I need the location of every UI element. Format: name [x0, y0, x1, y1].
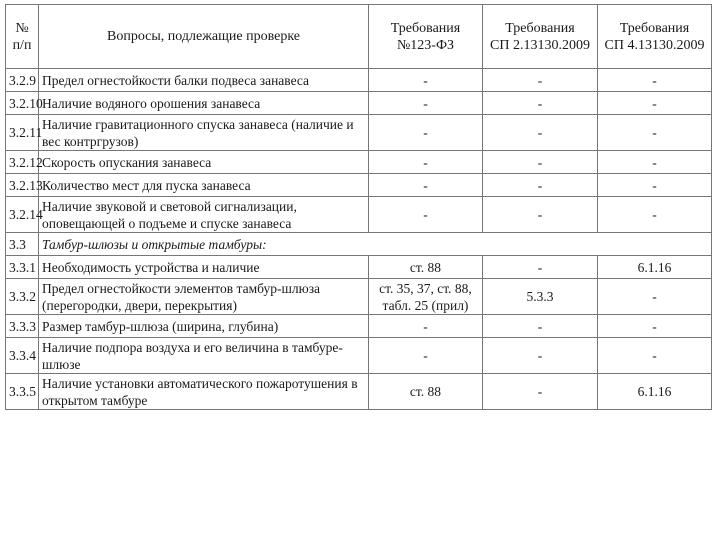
table-row — [6, 174, 712, 197]
row-question: Наличие установки автоматического пожаротушения в открытом тамбуре — [39, 374, 369, 410]
req-sp2-cell: - — [483, 151, 598, 174]
table-row — [6, 279, 712, 315]
req-sp2-cell: 5.3.3 — [483, 279, 598, 315]
requirements-table — [5, 4, 712, 410]
req-sp2-cell: - — [483, 174, 598, 197]
req-sp2-cell: - — [483, 115, 598, 151]
req-sp2-cell: - — [483, 92, 598, 115]
table-row — [6, 69, 712, 92]
req-sp4-cell: 6.1.16 — [598, 256, 712, 279]
req-123fz-cell: - — [369, 174, 483, 197]
row-number: 3.2.12 — [6, 151, 39, 174]
req-sp4-cell: 6.1.16 — [598, 374, 712, 410]
row-number: 3.2.10 — [6, 92, 39, 115]
section-title: Тамбур-шлюзы и открытые тамбуры: — [39, 233, 712, 256]
row-number: 3.2.9 — [6, 69, 39, 92]
row-number: 3.2.13 — [6, 174, 39, 197]
req-sp2-cell: - — [483, 256, 598, 279]
row-question: Количество мест для пуска занавеса — [39, 174, 369, 197]
table-row — [6, 256, 712, 279]
req-123fz-cell: - — [369, 69, 483, 92]
req-sp2-cell: - — [483, 69, 598, 92]
req-sp4-cell: - — [598, 174, 712, 197]
row-question: Наличие гравитационного спуска занавеса (наличие и вес контргрузов) — [39, 115, 369, 151]
req-123fz-cell: ст. 88 — [369, 374, 483, 410]
section-row — [6, 233, 712, 256]
req-123fz-cell: - — [369, 315, 483, 338]
table-row — [6, 338, 712, 374]
row-number: 3.3.3 — [6, 315, 39, 338]
req-123fz-cell: ст. 35, 37, ст. 88, табл. 25 (прил) — [369, 279, 483, 315]
req-sp4-cell: - — [598, 279, 712, 315]
row-question: Размер тамбур-шлюза (ширина, глубина) — [39, 315, 369, 338]
req-sp4-cell: - — [598, 115, 712, 151]
req-sp4-cell: - — [598, 338, 712, 374]
row-number: 3.2.14 — [6, 197, 39, 233]
req-sp2-cell: - — [483, 374, 598, 410]
req-123fz-cell: - — [369, 115, 483, 151]
row-question: Скорость опускания занавеса — [39, 151, 369, 174]
table-row — [6, 92, 712, 115]
header-row — [6, 5, 712, 69]
header-number: № п/п — [6, 5, 39, 69]
req-sp4-cell: - — [598, 151, 712, 174]
header-req-sp2: Требования СП 2.13130.2009 — [483, 5, 598, 69]
table-row — [6, 151, 712, 174]
req-sp4-cell: - — [598, 197, 712, 233]
row-question: Предел огнестойкости балки подвеса занавеса — [39, 69, 369, 92]
row-question: Необходимость устройства и наличие — [39, 256, 369, 279]
row-number: 3.3 — [6, 233, 39, 256]
req-123fz-cell: - — [369, 92, 483, 115]
req-sp2-cell: - — [483, 315, 598, 338]
req-sp4-cell: - — [598, 315, 712, 338]
req-sp4-cell: - — [598, 92, 712, 115]
table-row — [6, 197, 712, 233]
row-number: 3.3.4 — [6, 338, 39, 374]
req-sp4-cell: - — [598, 69, 712, 92]
header-req-123fz: Требования №123-ФЗ — [369, 5, 483, 69]
row-number: 3.3.2 — [6, 279, 39, 315]
req-sp2-cell: - — [483, 197, 598, 233]
row-number: 3.2.11 — [6, 115, 39, 151]
row-question: Наличие подпора воздуха и его величина в тамбуре-шлюзе — [39, 338, 369, 374]
req-123fz-cell: - — [369, 151, 483, 174]
table-row — [6, 115, 712, 151]
header-req-sp4: Требования СП 4.13130.2009 — [598, 5, 712, 69]
table-row — [6, 315, 712, 338]
row-question: Наличие водяного орошения занавеса — [39, 92, 369, 115]
row-question: Наличие звуковой и световой сигнализации, оповещающей о подъеме и спуске занавеса — [39, 197, 369, 233]
req-123fz-cell: - — [369, 338, 483, 374]
row-number: 3.3.5 — [6, 374, 39, 410]
header-question: Вопросы, подлежащие проверке — [39, 5, 369, 69]
req-sp2-cell: - — [483, 338, 598, 374]
row-number: 3.3.1 — [6, 256, 39, 279]
req-123fz-cell: - — [369, 197, 483, 233]
row-question: Предел огнестойкости элементов тамбур-шлюза (перегородки, двери, перекрытия) — [39, 279, 369, 315]
req-123fz-cell: ст. 88 — [369, 256, 483, 279]
table-row — [6, 374, 712, 410]
